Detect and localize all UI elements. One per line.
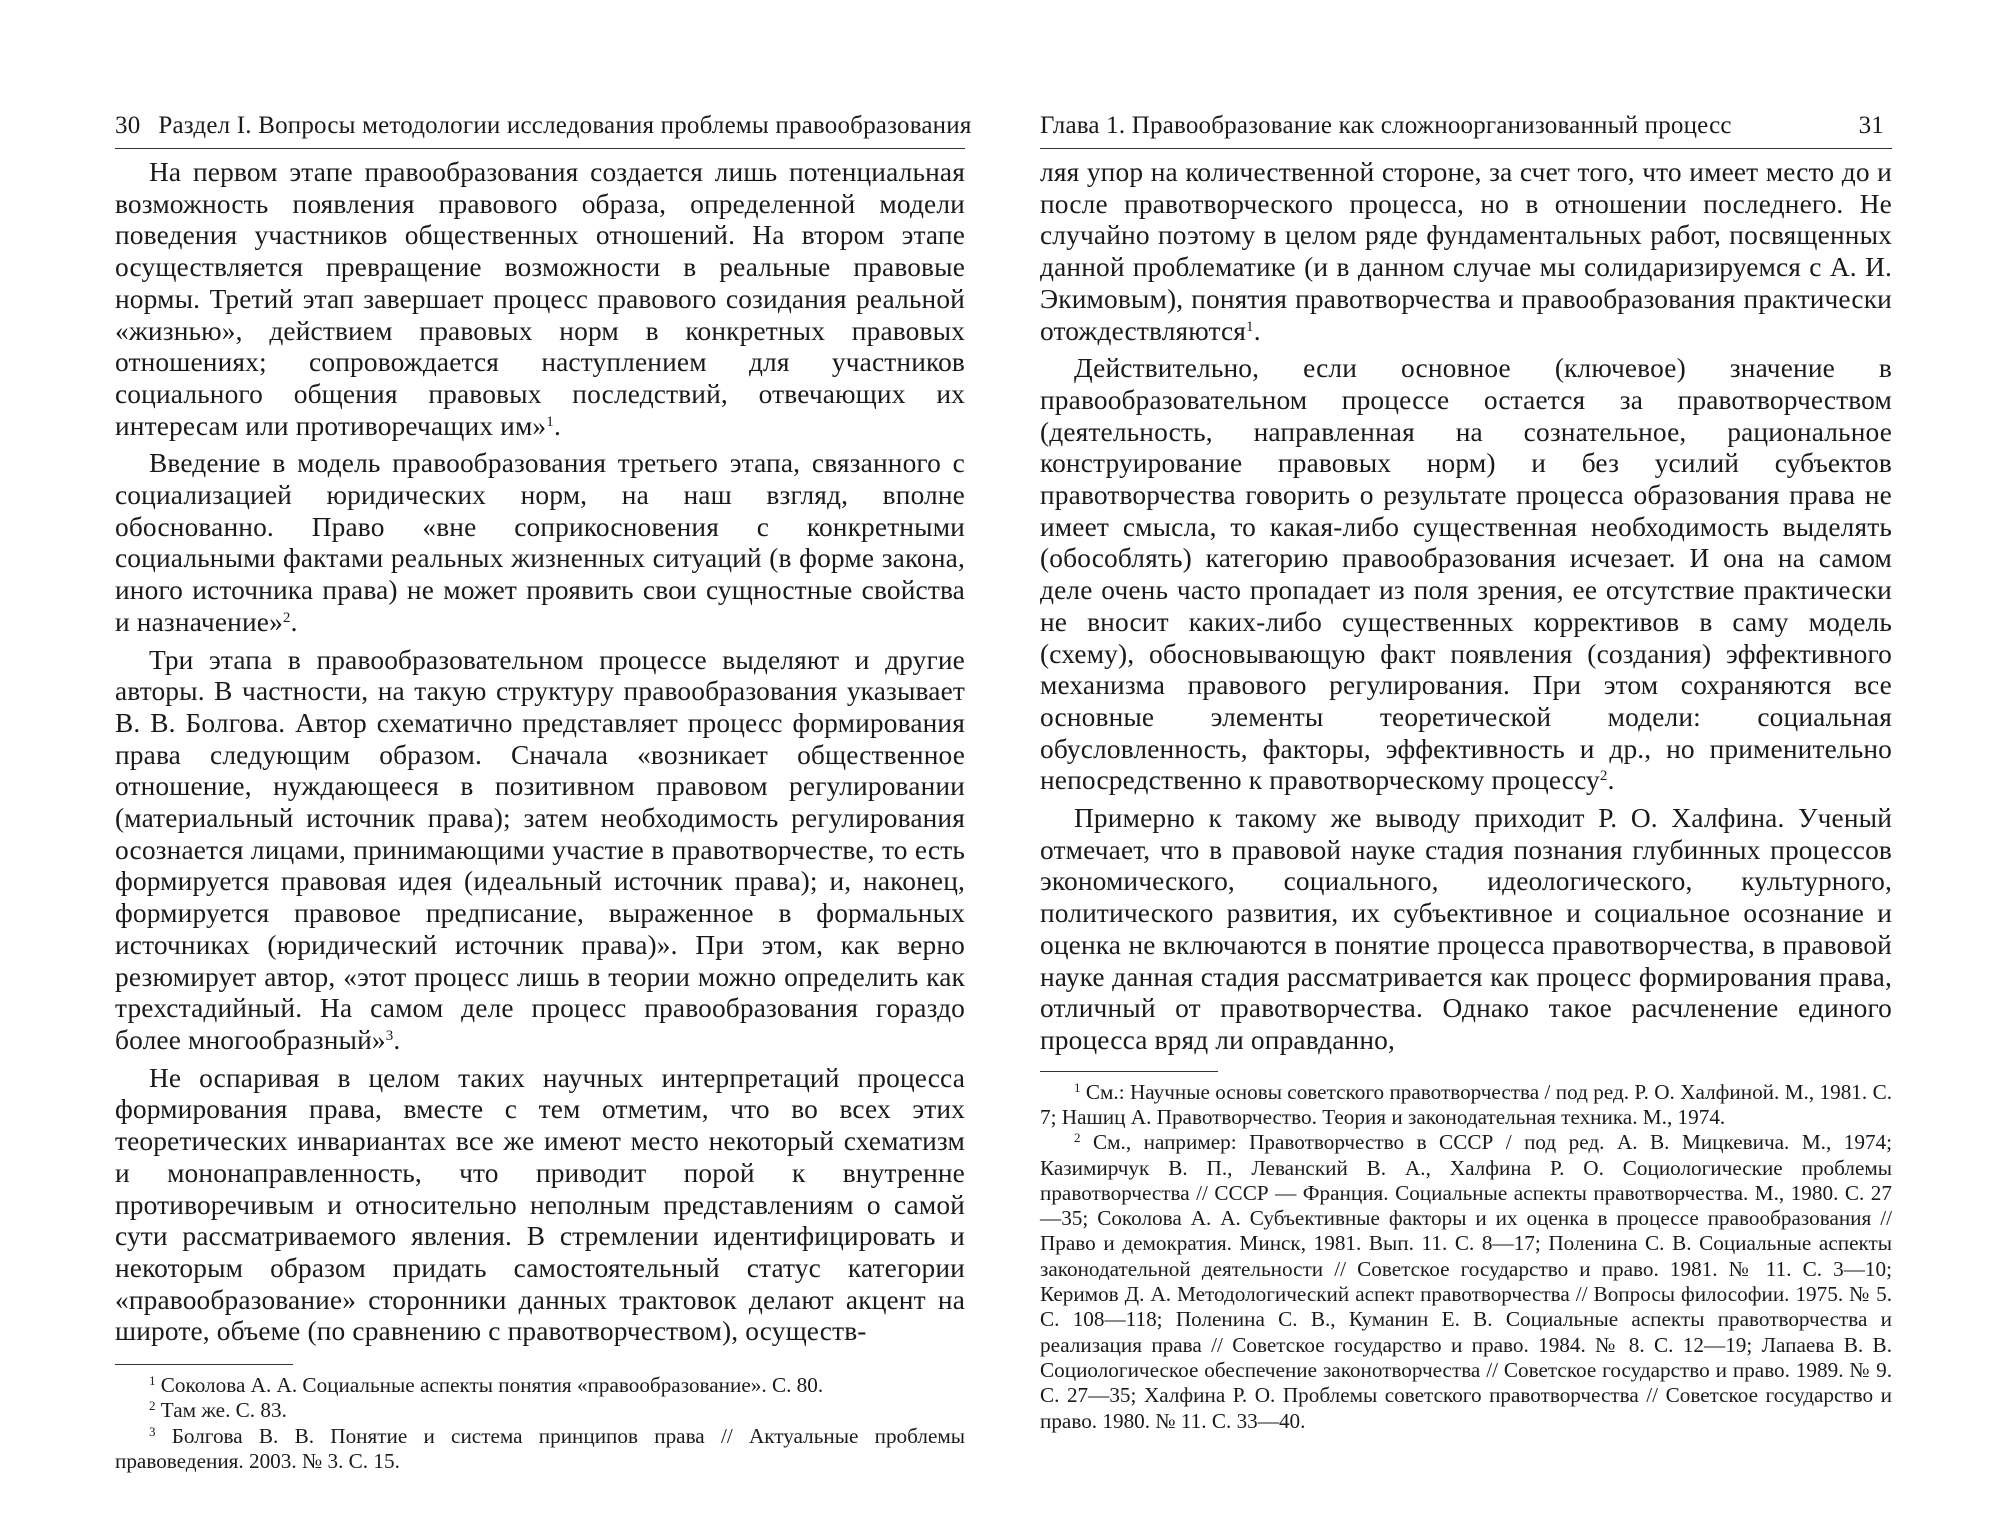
footnote-ref: 2 [282,609,291,626]
footnote: $^2$ Там же. С. 83. [149,1398,287,1423]
right-page-number: 31 [1858,112,1884,139]
footnote: $^1$ См.: Научные основы советского правотворчества / под ред. Р. О. Халфиной. М., 1981. С. 7; Нашиц А. Правотворчество. Теория и законодательная техника. М., 1974. [1040,1079,1892,1129]
right-paragraph-3: Примерно к такому же выводу приходит Р. О. Халфина. Ученый отмечает, что в правовой науке стадия познания глубинных процессов экономического, социального, идеологического, культурного, политического развития, их субъективное и социальное осознание и оценка не включаются в понятие процесса правотворчества, в правовой науке данная стадия рассматривается как процесс формирования права, отличный от правотворчества. Однако такое расчленение единого процесса вряд ли оправданно, [1040,803,1892,1055]
footnote: $^1$ Соколова А. А. Социальные аспекты понятия «правообразование». С. 80. [149,1373,824,1398]
left-page [115,0,972,1474]
right-running-head [1040,108,1892,144]
footnote-ref: 2 [1599,768,1608,785]
right-page [1040,0,1892,1434]
footnote-ref: 1 [1246,318,1254,335]
right-footnotes [1040,1080,1892,1434]
right-head-rule [1040,148,1892,149]
right-footnote-rule [1040,1071,1218,1072]
left-paragraph-1: На первом этапе правообразования создается лишь потенциальная возможность появления правового образа, определенной модели поведения участников общественных отношений. На втором этапе осуществляется превращение возможности в реальные правовые нормы. Третий этап завершает процесс правового созидания реальной «жизнью», действием правовых норм в конкретных правовых отношениях; сопровождается наступлением для участников социального общения правовых последствий, отвечающих их интересам или противоречащих им»$^1$. [115,157,965,441]
left-footnote-rule [115,1364,293,1365]
left-footnotes [115,1373,965,1474]
left-paragraph-2: Введение в модель правообразования третьего этапа, связанного с социализацией юридических норм, на наш взгляд, вполне обоснованно. Право «вне соприкосновения с конкретными социальными фактами реальных жизненных ситуаций (в форме закона, иного источника права) не может проявить свои сущностные свойства и назначение»$^2$. [115,448,965,637]
footnote-ref: 3 [385,1027,394,1044]
right-body-text [1040,157,1892,1057]
right-running-head-title: Глава 1. Правообразование как сложноорганизованный процесс [1040,112,1732,139]
footnote: $^2$ См., например: Правотворчество в СССР / под ред. А. В. Мицкевича. М., 1974; Казимирчук В. П., Леванский В. А., Халфина Р. О. Социологические проблемы правотворчества // СССР — Франция. Социальные аспекты правотворчества. М., 1980. С. 27—35; Соколова А. А. Субъективные факторы и их оценка в процессе правообразования // Право и демократия. Минск, 1981. Вып. 11. С. 8—17; Поленина С. В. Социальные аспекты законодательной деятельности // Советское государство и право. 1981. № 11. С. 3—10; Керимов Д. А. Методологический аспект правотворчества // Вопросы философии. 1975. № 5. С. 108—118; Поленина С. В., Куманин Е. В. Социальные аспекты правотворчества и реализация права // Советское государство и право. 1984. № 8. С. 12—19; Лапаева В. В. Социологическое обеспечение законотворчества // Советское государство и право. 1989. № 9. С. 27—35; Халфина Р. О. Проблемы советского правотворчества // Советское государство и право. 1980. № 11. С. 33—40. [1040,1130,1893,1433]
left-page-number: 30 [115,112,141,139]
left-paragraph-4: Не оспаривая в целом таких научных интерпретаций процесса формирования права, вместе с тем отметим, что во всех этих теоретических инвариантах все же имеют место некоторый схематизм и мононаправленность, что приводит порой к внутренне противоречивым и относительно неполным представлениям о самой сути рассматриваемого явления. В стремлении идентифицировать и некоторым образом придать самостоятельный статус категории «правообразование» сторонники данных трактовок делают акцент на широте, объеме (по сравнению с правотворчеством), осуществ- [115,1062,965,1347]
right-paragraph-2: Действительно, если основное (ключевое) значение в правообразовательном процессе остается за правотворчеством (деятельность, направленная на сознательное, рациональное конструирование правовых норм) и без усилий субъектов правотворчества говорить о результате процесса образования права не имеет смысла, то какая-либо существенная необходимость выделять (обособлять) категорию правообразования исчезает. И она на самом деле очень часто пропадает из поля зрения, ее отсутствие практически не вносит каких-либо существенных коррективов в саму модель (схему), обосновывающую факт появления (создания) эффективного механизма правового регулирования. При этом сохраняются все основные элементы теоретической модели: социальная обусловленность, факторы, эффективность и др., но применительно непосредственно к правотворческому процессу$^2$. [1040,353,1892,796]
left-running-head [115,108,972,144]
left-paragraph-3: Три этапа в правообразовательном процессе выделяют и другие авторы. В частности, на такую структуру правообразования указывает В. В. Болгова. Автор схематично представляет процесс формирования права следующим образом. Сначала «возникает общественное отношение, нуждающееся в позитивном правовом регулировании (материальный источник права); затем необходимость регулирования осознается лицами, принимающими участие в правотворчестве, то есть формируется правовая идея (идеальный источник права); и, наконец, формируется правовое предписание, выраженное в формальных источниках (юридический источник права)». При этом, как верно резюмирует автор, «этот процесс лишь в теории можно определить как трехстадийный. На самом деле процесс правообразования гораздо более многообразный»$^3$. [115,644,965,1055]
right-paragraph-1: ляя упор на количественной стороне, за счет того, что имеет место до и после правотворческого процесса, но в отношении последнего. Не случайно поэтому в целом ряде фундаментальных работ, посвященных данной проблематике (и в данном случае мы солидаризируемся с А. И. Экимовым), понятия правотворчества и правообразования практически отождествляются$^1$. [1040,157,1892,346]
left-head-rule [115,148,965,149]
footnote-ref: 1 [546,413,554,430]
footnote: $^3$ Болгова В. В. Понятие и система принципов права // Актуальные проблемы правоведения. 2003. № 3. С. 15. [115,1423,966,1473]
left-body-text [115,157,965,1348]
left-running-head-title: Раздел I. Вопросы методологии исследования проблемы правообразования [158,112,972,139]
